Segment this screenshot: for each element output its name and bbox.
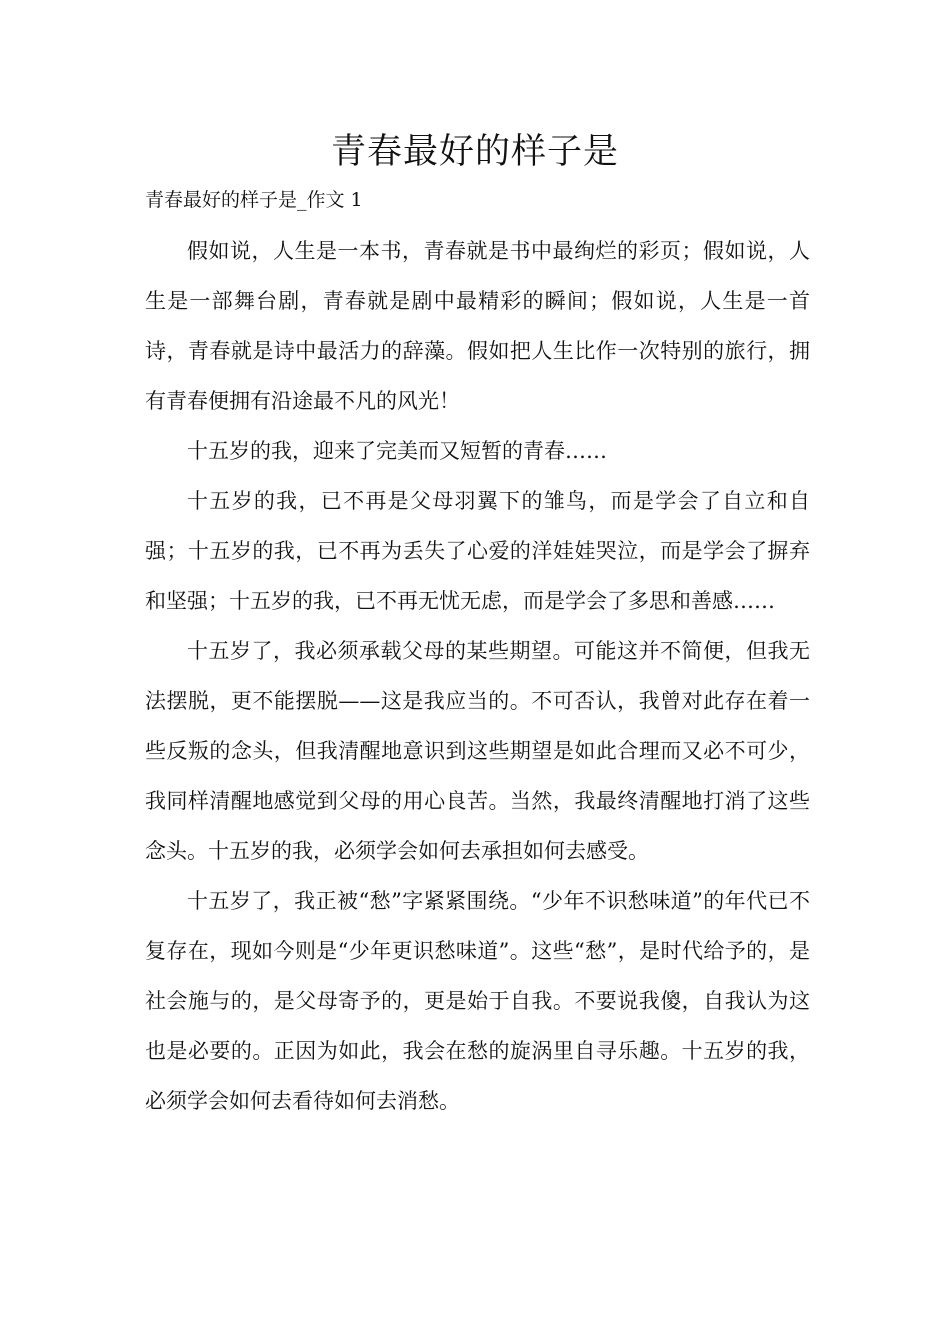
paragraph: 假如说，人生是一本书，青春就是书中最绚烂的彩页；假如说，人生是一部舞台剧，青春就是剧中最精彩的瞬间；假如说，人生是一首诗，青春就是诗中最活力的辞藻。假如把人生比作一次特别的旅行，拥有青春便拥有沿途最不凡的风光！ bbox=[145, 239, 810, 413]
document-subtitle: 青春最好的样子是_作文 1 bbox=[145, 189, 363, 211]
paragraph: 十五岁了，我正被“愁”字紧紧围绕。“少年不识愁味道”的年代已不复存在，现如今则是“少年更识愁味道”。这些“愁”，是时代给予的，是社会施与的，是父母寄予的，更是始于自我。不要说我傻，自我认为这也是必要的。正因为如此，我会在愁的旋涡里自寻乐趣。十五岁的我，必须学会如何去看待如何去消愁。 bbox=[145, 889, 810, 1113]
paragraph: 十五岁的我，迎来了完美而又短暂的青春…… bbox=[187, 439, 607, 463]
paragraph: 十五岁的我，已不再是父母羽翼下的雏鸟，而是学会了自立和自强；十五岁的我，已不再为丢失了心爱的洋娃娃哭泣，而是学会了摒弃和坚强；十五岁的我，已不再无忧无虑，而是学会了多思和善感…… bbox=[145, 489, 810, 613]
document-body bbox=[145, 226, 810, 1126]
document-title: 青春最好的样子是 bbox=[330, 132, 619, 172]
paragraph: 十五岁了，我必须承载父母的某些期望。可能这并不简便，但我无法摆脱，更不能摆脱——这是我应当的。不可否认，我曾对此存在着一些反叛的念头，但我清醒地意识到这些期望是如此合理而又必不可少，我同样清醒地感觉到父母的用心良苦。当然，我最终清醒地打消了这些念头。十五岁的我，必须学会如何去承担如何去感受。 bbox=[145, 639, 810, 863]
